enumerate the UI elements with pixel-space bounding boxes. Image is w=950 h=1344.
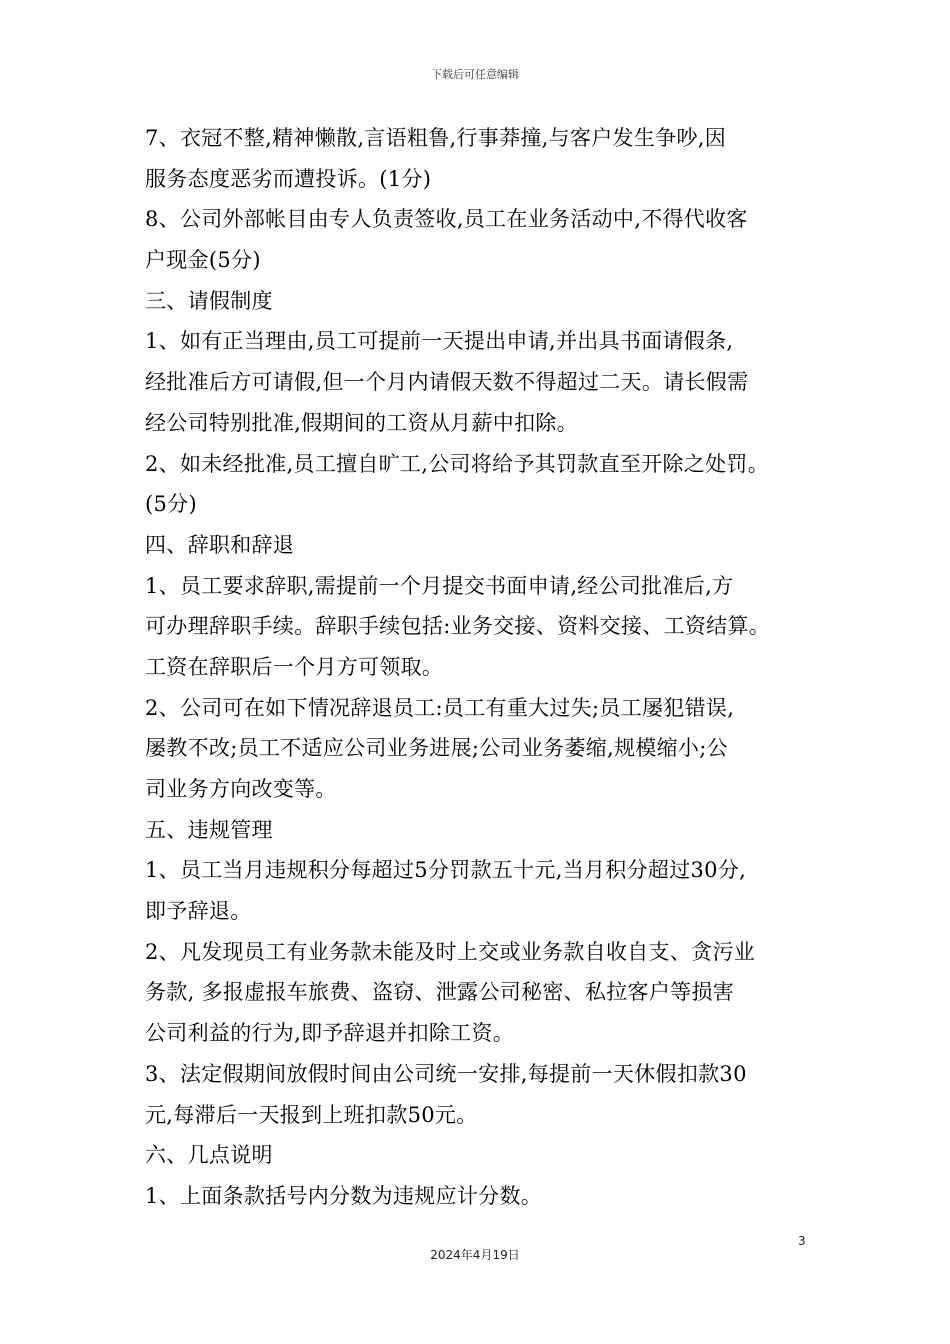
section-heading: 三、请假制度 [145,288,273,313]
text-line: 8、公司外部帐目由专人负责签收,员工在业务活动中,不得代收客 [145,207,748,232]
text-line: 经公司特别批准,假期间的工资从月薪中扣除。 [145,410,578,435]
text-line: 1、上面条款括号内分数为违规应计分数。 [145,1183,543,1208]
text-line: 1、如有正当理由,员工可提前一天提出申请,并出具书面请假条, [145,329,734,354]
text-line: 司业务方向改变等。 [145,777,337,801]
text-line: 2、如未经批准,员工擅自旷工,公司将给予其罚款直至开除之处罚。 [145,451,770,476]
text-line: 户现金(5分) [145,248,261,273]
text-line: 1、员工要求辞职,需提前一个月提交书面申请,经公司批准后,方 [145,573,734,598]
text-line: 2、凡发现员工有业务款未能及时上交或业务款自收自支、贪污业 [145,939,756,964]
header-note: 下载后可任意编辑 [431,68,519,81]
section-heading: 五、违规管理 [145,817,273,842]
text-line: 经批准后方可请假,但一个月内请假天数不得超过二天。请长假需 [145,370,749,395]
text-line: 务款, 多报虚报车旅费、盗窃、泄露公司秘密、私拉客户等损害 [145,980,735,1005]
page-number: 3 [798,1234,806,1248]
document-body [145,118,815,1217]
text-line: 7、衣冠不整,精神懒散,言语粗鲁,行事莽撞,与客户发生争吵,因 [145,126,727,150]
section-heading: 六、几点说明 [145,1143,273,1168]
text-line: 3、法定假期间放假时间由公司统一安排,每提前一天休假扣款30 [145,1061,747,1086]
text-line: 工资在辞职后一个月方可领取。 [145,654,444,679]
text-line: 即予辞退。 [145,899,252,924]
text-line: 1、员工当月违规积分每超过5分罚款五十元,当月积分超过30分, [145,858,747,883]
text-line: 2、公司可在如下情况辞退员工:员工有重大过失;员工屡犯错误, [145,695,735,720]
footer-date: 2024年4月19日 [430,1248,520,1262]
text-line: 服务态度恶劣而遭投诉。(1分) [145,166,432,191]
section-heading: 四、辞职和辞退 [145,532,295,557]
text-line: 公司利益的行为,即予辞退并扣除工资。 [145,1021,515,1046]
text-line: 可办理辞职手续。辞职手续包括:业务交接、资料交接、工资结算。 [145,614,771,639]
text-line: (5分) [145,492,197,517]
text-line: 元,每滞后一天报到上班扣款50元。 [145,1102,478,1127]
text-line: 屡教不改;员工不适应公司业务进展;公司业务萎缩,规模缩小;公 [145,736,728,761]
